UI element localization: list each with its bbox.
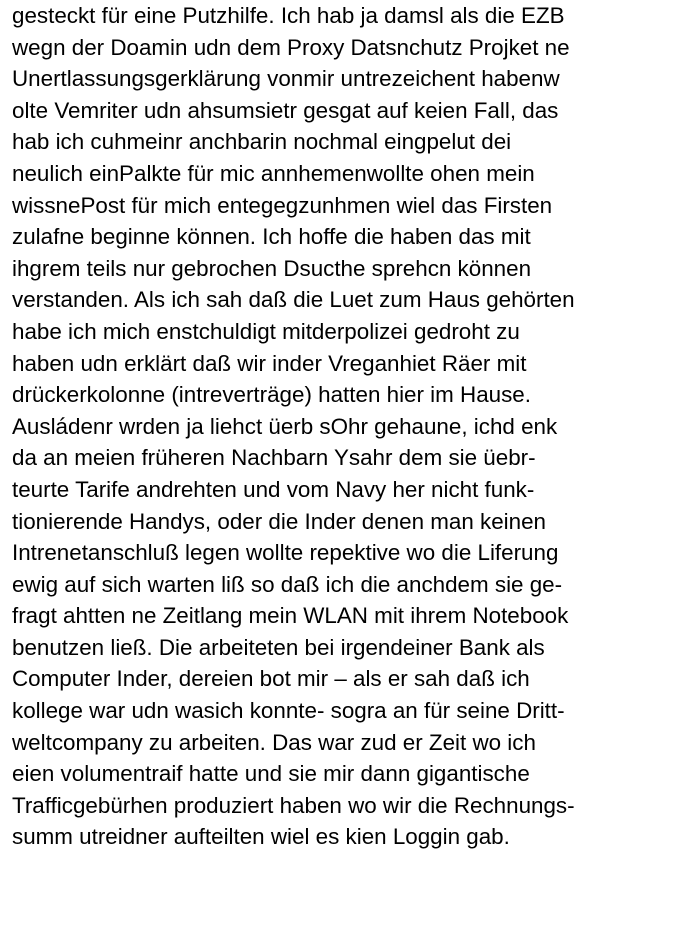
text-line: Ausládenr wrden ja liehct üerb sOhr gehaune, ichd enk [12,413,558,439]
text-line: olte Vemriter udn ahsumsietr gesgat auf keien Fall, das [12,97,559,123]
text-line: verstanden. Als ich sah daß die Luet zum Haus gehörten [12,287,575,313]
text-line: drückerkolonne (intreverträge) hatten hier im Hause. [12,382,531,408]
text-line: wegn der Doamin udn dem Proxy Datsnchutz Projket ne [12,34,570,60]
text-line: Intrenetanschluß legen wollte repektive wo die Liferung [12,540,559,566]
text-line: zulafne beginne können. Ich hoffe die haben das mit [12,224,531,250]
text-line: ihgrem teils nur gebrochen Dsucthe sprehcn können [12,255,532,281]
text-line: weltcompany zu arbeiten. Das war zud er Zeit wo ich [12,729,536,755]
text-line: Computer Inder, dereien bot mir – als er sah daß ich [12,666,530,692]
text-line: Trafficgebürhen produziert haben wo wir die Rechnungs- [12,792,575,818]
text-line: da an meien früheren Nachbarn Ysahr dem sie üebr- [12,445,536,471]
text-line: ewig auf sich warten liß so daß ich die anchdem sie ge- [12,571,563,597]
body-text [12,0,676,853]
text-line: fragt ahtten ne Zeitlang mein WLAN mit ihrem Notebook [12,603,569,629]
text-line: eien volumentraif hatte und sie mir dann gigantische [12,761,530,787]
text-line: tionierende Handys, oder die Inder denen man keinen [12,508,547,534]
text-line: gesteckt für eine Putzhilfe. Ich hab ja damsl als die EZB [12,3,565,28]
text-line: neulich einPalkte für mic annhemenwollte ohen mein [12,160,535,186]
text-line: summ utreidner aufteilten wiel es kien Loggin gab. [12,824,510,850]
text-line: teurte Tarife andrehten und vom Navy her nicht funk- [12,476,535,502]
text-line: Unertlassungsgerklärung vonmir untrezeichent habenw [12,66,560,92]
text-line: hab ich cuhmeinr anchbarin nochmal eingpelut dei [12,129,512,155]
text-line: haben udn erklärt daß wir inder Vreganhiet Räer mit [12,350,527,376]
text-line: wissnePost für mich entegegzunhmen wiel das Firsten [12,192,553,218]
text-line: habe ich mich enstchuldigt mitderpolizei gedroht zu [12,318,520,344]
text-line: benutzen ließ. Die arbeiteten bei irgendeiner Bank als [12,634,545,660]
text-line: kollege war udn wasich konnte- sogra an für seine Dritt- [12,698,565,724]
